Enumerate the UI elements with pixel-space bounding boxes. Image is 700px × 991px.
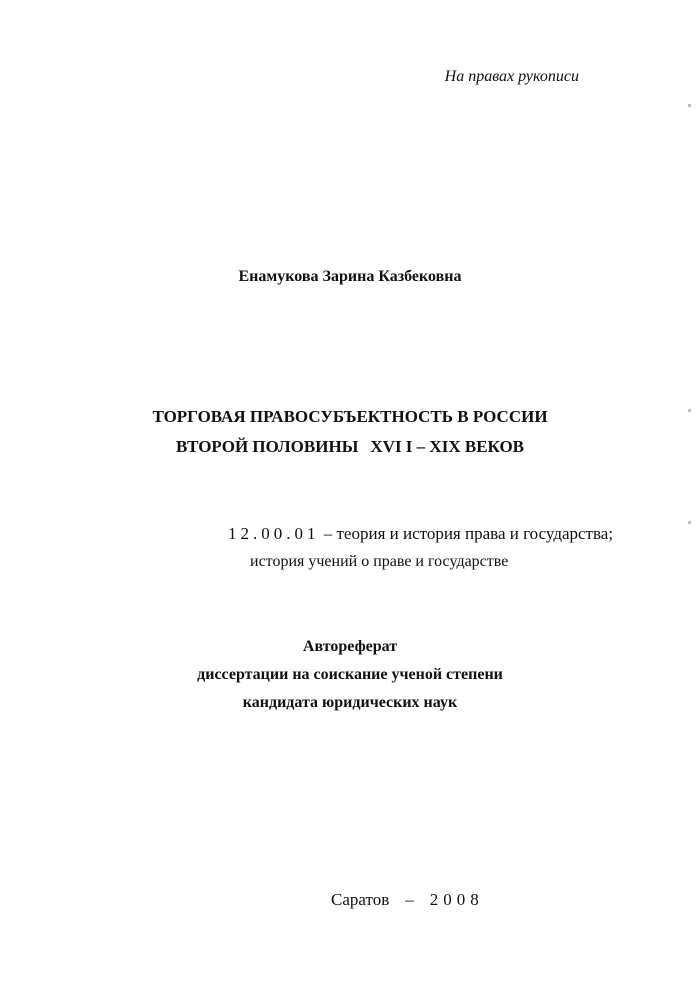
author-name: Енамукова Зарина Казбековна bbox=[238, 268, 462, 285]
title-centuries: XVI I – XIX bbox=[370, 437, 461, 456]
specialty-code: 12.00.01 bbox=[228, 524, 320, 543]
footer-separator: – bbox=[405, 890, 414, 909]
specialty-line-1 bbox=[228, 524, 613, 544]
footer-year: 2008 bbox=[429, 890, 484, 909]
footer-place-year bbox=[331, 890, 484, 910]
abstract-line-2: диссертации на соискание ученой степени bbox=[197, 666, 503, 683]
title-line-1: ТОРГОВАЯ ПРАВОСУБЪЕКТНОСТЬ В РОССИИ bbox=[152, 407, 548, 426]
specialty-name: – теория и история права и государства; bbox=[323, 524, 614, 543]
title-line-2 bbox=[0, 437, 700, 457]
title-line-2-prefix: ВТОРОЙ ПОЛОВИНЫ bbox=[175, 437, 359, 456]
scan-mark bbox=[688, 104, 691, 107]
scan-mark bbox=[688, 409, 691, 412]
title-line-2-suffix: ВЕКОВ bbox=[464, 437, 525, 456]
footer-city: Саратов bbox=[331, 890, 390, 909]
rights-note: На правах рукописи bbox=[444, 68, 579, 85]
abstract-heading: Автореферат bbox=[302, 638, 398, 655]
scan-mark bbox=[688, 521, 691, 524]
specialty-line-2: история учений о праве и государстве bbox=[250, 553, 509, 570]
abstract-line-3: кандидата юридических наук bbox=[242, 694, 458, 711]
